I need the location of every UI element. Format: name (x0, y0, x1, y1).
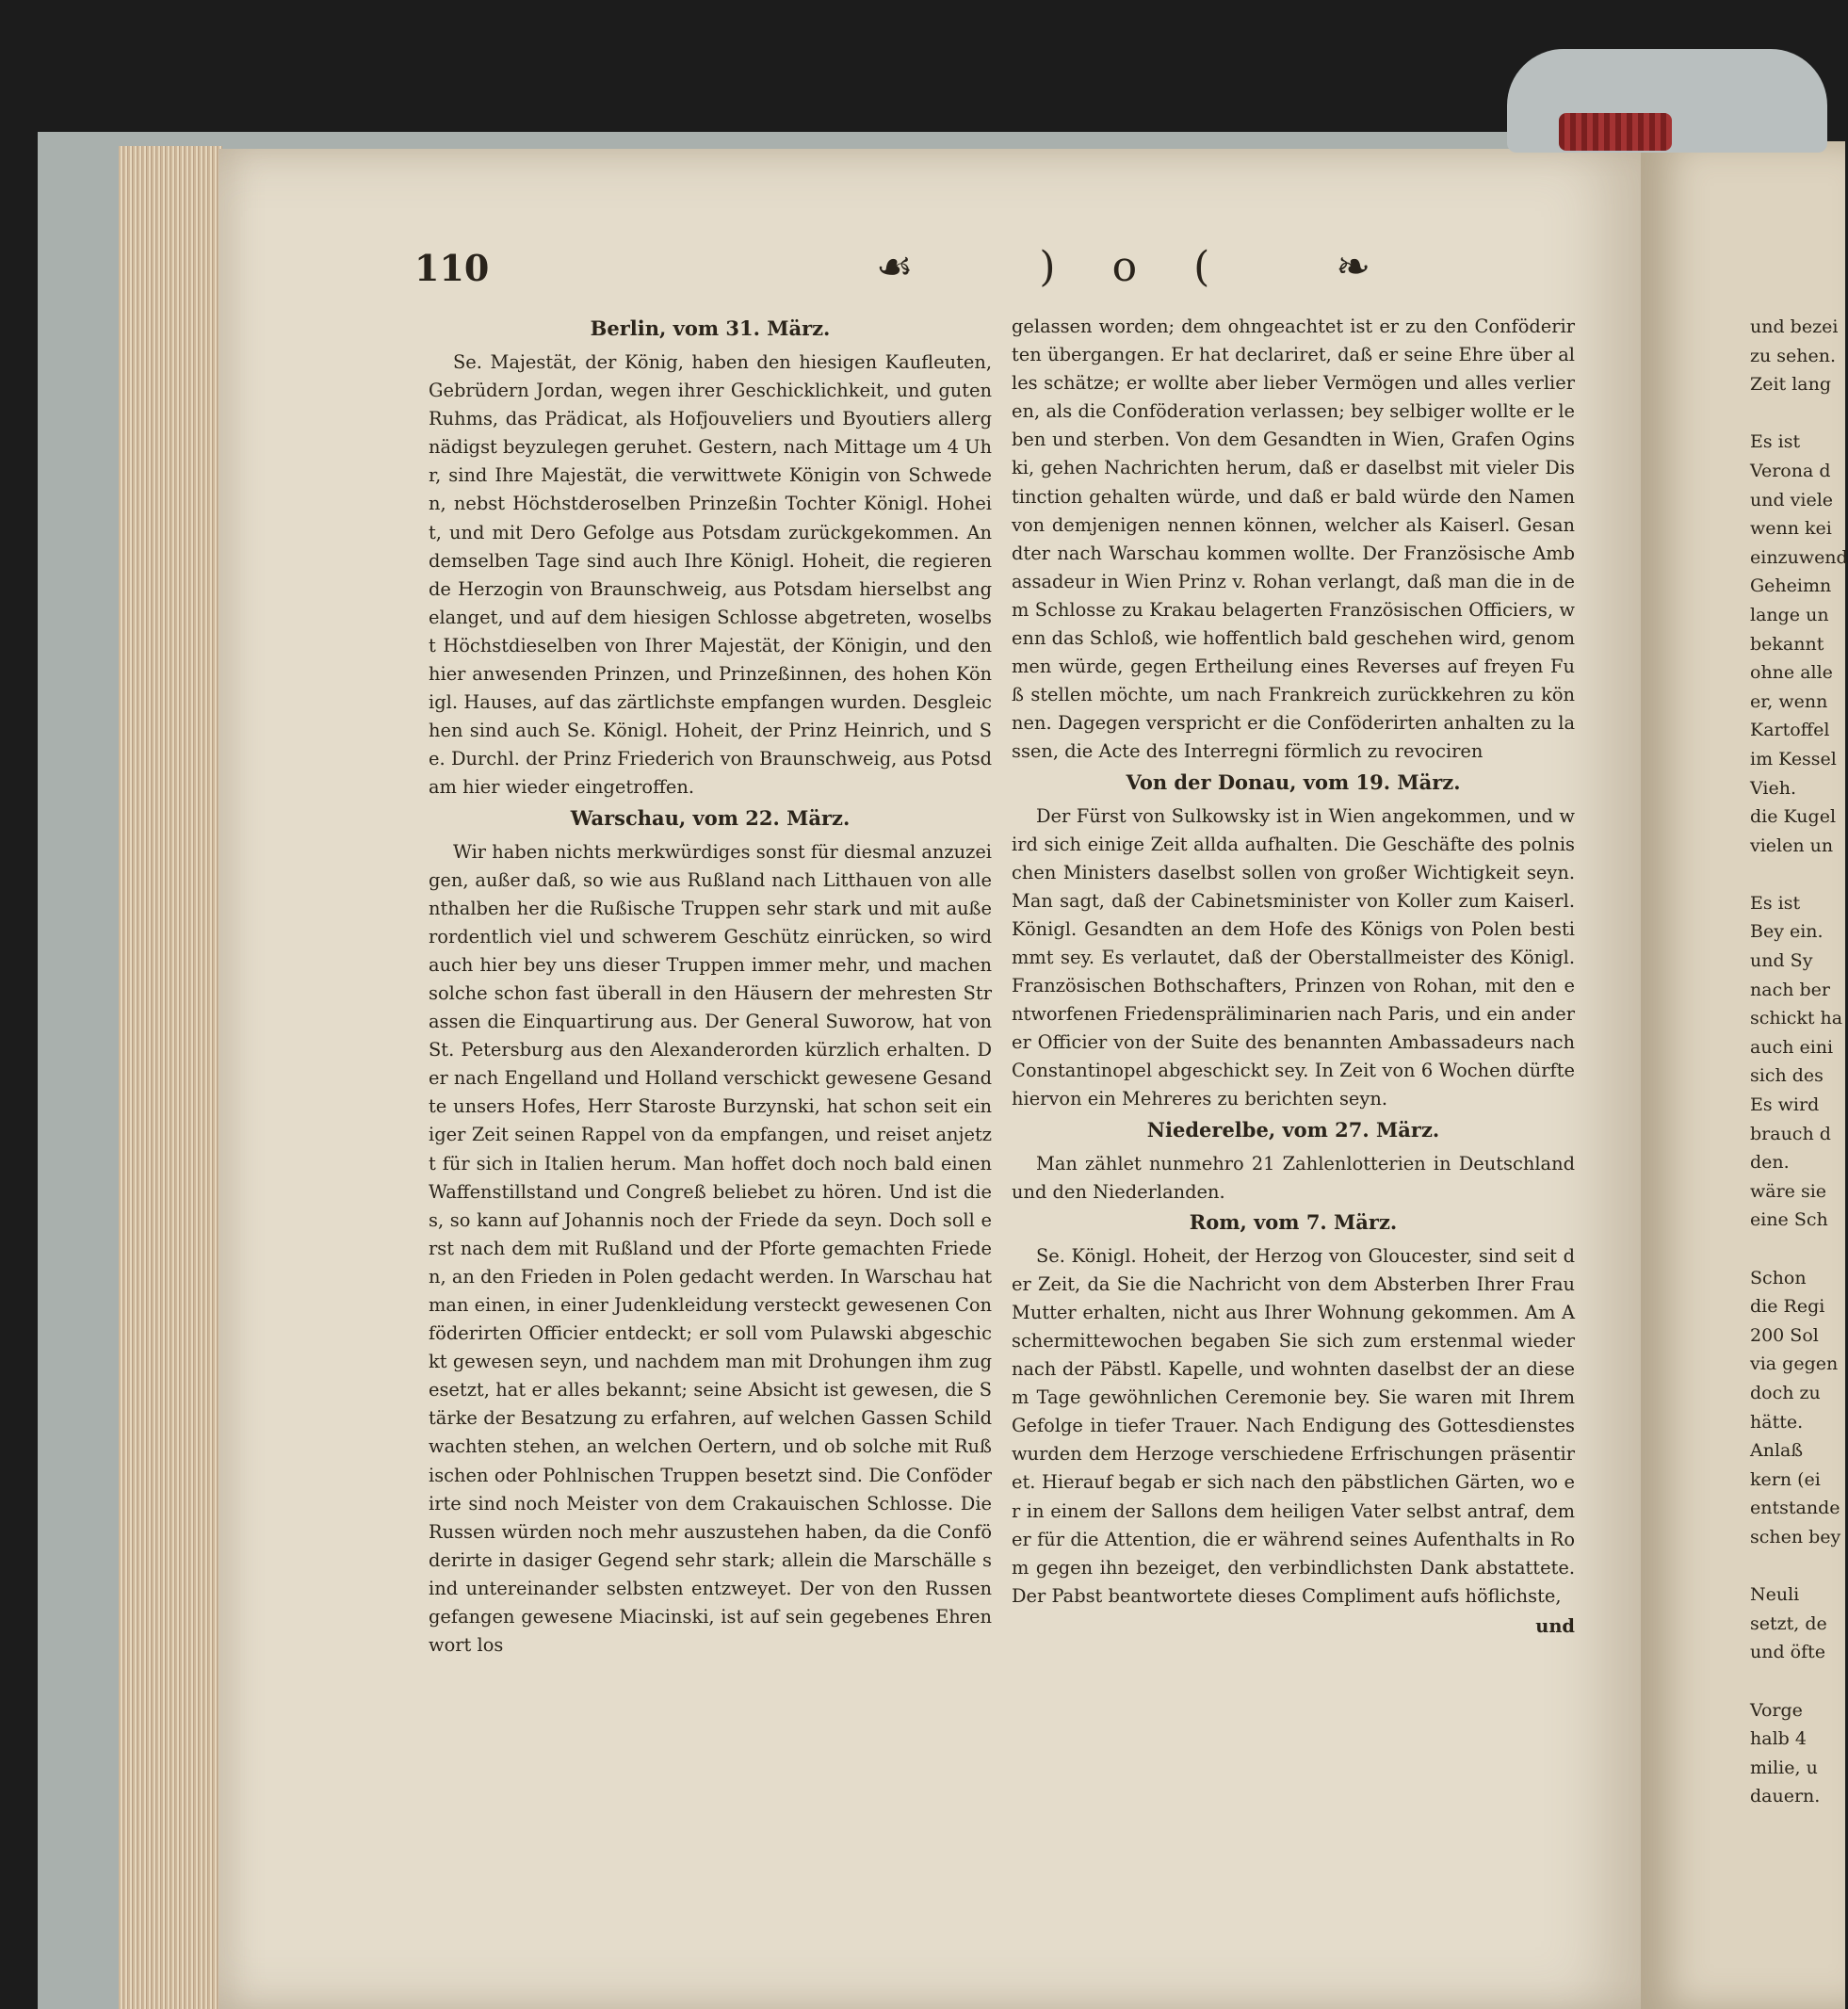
article-paragraph: Se. Majestät, der König, haben den hiesigen Kaufleuten, Gebrüdern Jordan, wegen ihrer Geschicklichkeit, und guten Ruhms, das Prädicat, als Hofjouveliers und Byoutiers allergnädigst beyzulegen geruhet. Gestern, nach Mittage um 4 Uhr, sind Ihre Majestät, die verwittwete Königin von Schweden, nebst Höchstderoselben Prinzeßin Tochter Königl. Hoheit, und mit Dero Gefolge aus Potsdam zurückgekommen. An demselben Tage sind auch Ihre Königl. Hoheit, die regierende Herzogin von Braunschweig, aus Potsdam hierselbst angelanget, und auf dem hiesigen Schlosse abgetreten, woselbst Höchstdieselben von Ihrer Majestät, der Königin, und den hier anwesenden Prinzen, und Prinzeßinnen, des hohen Königl. Hauses, auf das zärtlichste empfangen wurden. Desgleichen sind auch Se. Königl. Hoheit, der Prinz Heinrich, und Se. Durchl. der Prinz Friederich von Braunschweig, aus Potsdam hier wieder eingetroffen. (429, 351, 992, 799)
margin-text-line: wenn kei (1750, 518, 1832, 540)
margin-text-line (1750, 1552, 1845, 1581)
margin-text-line: 200 Sol (1750, 1324, 1819, 1346)
margin-text-line: hätte. (1750, 1411, 1804, 1433)
margin-text-line: zu sehen. (1750, 345, 1837, 366)
margin-text-line: brauch d (1750, 1123, 1831, 1144)
article-heading: Niederelbe, vom 27. März. (1146, 1117, 1440, 1142)
margin-text-line (1750, 399, 1845, 429)
page-number: 110 (414, 247, 490, 289)
margin-text-line: einzuwend (1750, 546, 1848, 568)
margin-text-line: Es ist (1750, 892, 1801, 914)
page-edges (119, 146, 222, 2009)
left-text-column (429, 313, 992, 1763)
margin-text-line: Anlaß (1750, 1440, 1804, 1462)
adjacent-page-margin-text (1750, 313, 1848, 1807)
margin-text-line: schickt ha (1750, 1008, 1843, 1029)
article-paragraph: Wir haben nichts merkwürdiges sonst für diesmal anzuzeigen, außer daß, so wie aus Rußland nach Litthauen von allenthalben her die Rußische Truppen sehr stark und mit außerordentlich viel und schwerem Geschütz einrücken, so wird auch hier bey uns dieser Truppen immer mehr, und machen solche schon fast überall in den Häusern der mehresten Strassen die Einquartirung aus. Der General Suworow, hat von St. Petersburg aus den Alexanderorden kürzlich erhalten. Der nach Engelland und Holland verschickt gewesene Gesandte unsers Hofes, Herr Staroste Burzynski, hat schon seit einiger Zeit seinen Rappel von da empfangen, und reiset anjetzt für sich in Italien herum. Man hoffet doch noch bald einen Waffenstillstand und Congreß beliebet zu hören. Und ist dies, so kann auf Johannis noch der Friede da seyn. Doch soll erst nach dem mit Rußland und der Pforte gemachten Frieden, an den Frieden in Polen gedacht werden. In Warschau hat man einen, in einer Judenkleidung versteckt gewesenen Conföderirten Officier entdeckt; er soll vom Pulawski abgeschickt gewesen seyn, und nachdem man mit Drohungen ihm zugesetzt, hat er alles bekannt; seine Absicht ist gewesen, die Stärke der Besatzung zu erfahren, auf welchen Gassen Schildwachten stehen, an welchen Oertern, und ob solche mit Rußischen oder Pohlnischen Truppen besetzt sind. Die Conföderirte sind noch Meister von dem Crakauischen Schlosse. Die Russen würden noch mehr auszustehen haben, da die Conföderirte in dasiger Gegend sehr stark; allein die Marschälle sind untereinander selbsten entzweyet. Der von den Russen gefangen gewesene Miacinski, ist auf sein gegebenes Ehrenwort los (429, 840, 992, 1657)
margin-text-line: milie, u (1750, 1757, 1818, 1778)
margin-text-line (1750, 1235, 1845, 1264)
margin-text-line: Vieh. (1750, 777, 1796, 799)
article-heading: Warschau, vom 22. März. (570, 805, 851, 830)
margin-text-line: und viele (1750, 489, 1834, 510)
margin-text-line: auch eini (1750, 1036, 1834, 1058)
catchword: und (1535, 1614, 1575, 1637)
article-paragraph: Se. Königl. Hoheit, der Herzog von Gloucester, sind seit der Zeit, da Sie die Nachricht von dem Absterben Ihrer Frau Mutter erhalten, nicht aus Ihrer Wohnung gekommen. Am Aschermittewochen begaben Sie sich zum erstenmal wieder nach der Päbstl. Kapelle, und wohnten daselbst der an diesem Tage gewöhnlichen Ceremonie bey. Sie waren mit Ihrem Gefolge in tiefer Trauer. Nach Endigung des Gottesdienstes wurden dem Herzoge verschiedene Erfrischungen präsentiret. Hierauf begab er sich nach den päbstlichen Gärten, wo er in einem der Sallons dem heiligen Vater selbst antraf, dem er für die Attention, die er während seines Aufenthalts in Rom gegen ihn bezeiget, den verbindlichsten Dank abstattete. Der Pabst beantwortete dieses Compliment aufs höflichste, (1012, 1244, 1575, 1607)
article-paragraph: Man zählet nunmehro 21 Zahlenlotterien in Deutschland und den Niederlanden. (1012, 1152, 1575, 1203)
margin-text-line: Bey ein. (1750, 921, 1824, 943)
margin-text-line: eine Sch (1750, 1209, 1828, 1231)
margin-text-line: halb 4 (1750, 1728, 1807, 1750)
margin-text-line: wäre sie (1750, 1180, 1827, 1202)
margin-text-line: und bezei (1750, 316, 1839, 337)
margin-text-line: vielen un (1750, 834, 1834, 856)
margin-text-line: nach ber (1750, 979, 1830, 1000)
margin-text-line: Schon (1750, 1267, 1807, 1288)
margin-text-line: entstande (1750, 1498, 1840, 1519)
article-paragraph: Der Fürst von Sulkowsky ist in Wien angekommen, und wird sich einige Zeit allda aufhalten. Die Geschäfte des polnischen Ministers daselbst sollen von großer Wichtigkeit seyn. Man sagt, daß der Cabinetsminister von Koller zum Kaiserl. Königl. Gesandten an dem Hofe des Königs von Polen bestimmt sey. Es verlautet, daß der Oberstallmeister des Königl. Französischen Bothschafters, Prinzen von Rohan, mit den entworfenen Friedenspräliminarien nach Paris, und ein anderer Officier von der Suite des benannten Ambassadeurs nach Constantinopel abgeschickt sey. In Zeit von 6 Wochen dürfte hiervon ein Mehreres zu berichten seyn. (1012, 804, 1575, 1110)
margin-text-line (1750, 860, 1845, 889)
margin-text-line: Zeit lang (1750, 374, 1832, 396)
margin-text-line: Vorge (1750, 1699, 1803, 1721)
margin-text-line: Verona d (1750, 460, 1831, 481)
article-heading: Von der Donau, vom 19. März. (1126, 770, 1461, 794)
header-ornament: ☙ )o( ❧ (876, 243, 1428, 291)
margin-text-line: Geheimn (1750, 575, 1832, 597)
margin-text-line: lange un (1750, 604, 1829, 625)
article-heading: Berlin, vom 31. März. (590, 316, 831, 340)
margin-text-line: im Kessel (1750, 748, 1837, 770)
margin-text-line: schen bey (1750, 1526, 1841, 1547)
margin-text-line: die Kugel (1750, 806, 1837, 828)
margin-text-line: via gegen (1750, 1353, 1839, 1375)
right-text-column (1012, 313, 1575, 1773)
ribbon-bookmark (1559, 113, 1672, 151)
margin-text-line: dauern. (1750, 1786, 1821, 1807)
margin-text-line: er, wenn (1750, 690, 1828, 712)
margin-text-line: ohne alle (1750, 662, 1833, 684)
margin-text-line: Es wird (1750, 1094, 1820, 1116)
margin-text-line: bekannt (1750, 633, 1824, 655)
margin-text-line: Neuli (1750, 1584, 1800, 1606)
margin-text-line (1750, 1667, 1845, 1696)
article-paragraph: gelassen worden; dem ohngeachtet ist er zu den Conföderirten übergangen. Er hat declariret, daß er seine Ehre über alles schätze; er wollte aber lieber Vermögen und alles verlieren, als die Conföderation verlassen; bey selbiger wollte er leben und sterben. Von dem Gesandten in Wien, Grafen Oginski, gehen Nachrichten herum, daß er daselbst mit vieler Distinction gehalten würde, und daß er bald würde den Namen von demjenigen nennen können, welcher als Kaiserl. Gesandter nach Warschau kommen wollte. Der Französische Ambassadeur in Wien Prinz v. Rohan verlangt, daß man die in dem Schlosse zu Krakau belagerten Französischen Officiers, wenn das Schloß, wie hoffentlich bald geschehen wird, genommen würde, gegen Ertheilung eines Reverses auf freyen Fuß stellen möchte, um nach Frankreich zurückkehren zu können. Dagegen verspricht er die Conföderirten anhalten zu lassen, die Acte des Interregni förmlich zu revociren (1012, 316, 1575, 763)
margin-text-line: sich des (1750, 1065, 1824, 1087)
margin-text-line: Kartoffel (1750, 720, 1830, 741)
margin-text-line: setzt, de (1750, 1612, 1827, 1634)
margin-text-line: den. (1750, 1152, 1790, 1174)
margin-text-line: und öfte (1750, 1642, 1826, 1663)
article-heading: Rom, vom 7. März. (1189, 1209, 1398, 1234)
margin-text-line: doch zu (1750, 1382, 1821, 1403)
margin-text-line: die Regi (1750, 1296, 1825, 1318)
margin-text-line: und Sy (1750, 950, 1813, 972)
margin-text-line: Es ist (1750, 431, 1801, 453)
margin-text-line: kern (ei (1750, 1468, 1821, 1490)
